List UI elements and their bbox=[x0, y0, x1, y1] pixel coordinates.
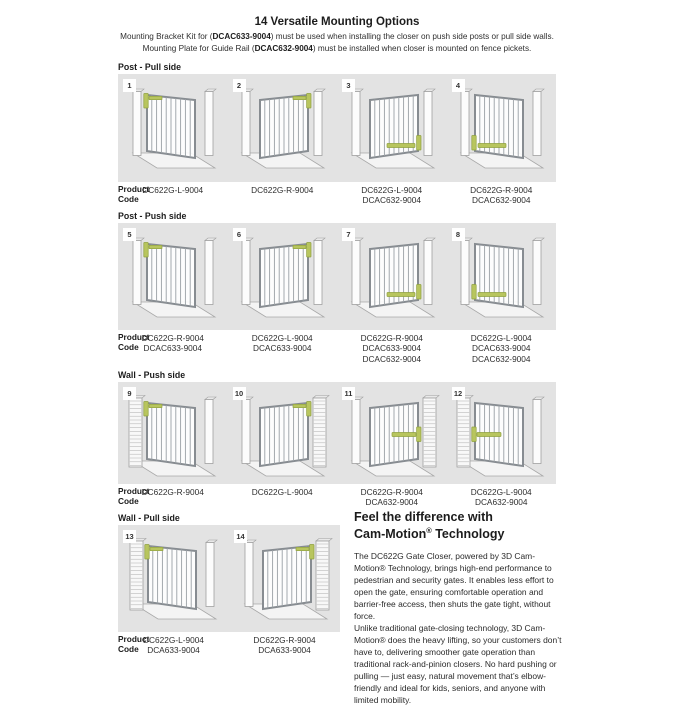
product-code-value: DC622G-L-9004 bbox=[251, 332, 313, 343]
product-code-value: DCA632-9004 bbox=[365, 497, 419, 508]
option-number-badge: 1 bbox=[123, 79, 136, 92]
gate-diagram bbox=[230, 228, 334, 324]
mounting-option-1 bbox=[118, 74, 228, 175]
gate-diagram bbox=[449, 79, 553, 175]
product-code-value: DC622G-R-9004 bbox=[253, 634, 316, 645]
mounting-option-2 bbox=[228, 74, 338, 175]
diagram-band bbox=[118, 74, 556, 182]
option-number-badge: 11 bbox=[342, 387, 355, 400]
subtitle-line-1: Mounting Bracket Kit for (DCAC633-9004) must be used when installing the closer on push side posts or pull side walls. bbox=[120, 32, 554, 41]
product-codes-row bbox=[118, 635, 340, 656]
section-wall-push-side bbox=[118, 370, 556, 508]
product-code bbox=[228, 333, 338, 365]
gate-diagram bbox=[121, 387, 225, 483]
gate-diagram bbox=[121, 79, 225, 175]
gate-diagram bbox=[233, 530, 337, 626]
product-code-value: DC622G-L-9004 bbox=[361, 184, 423, 195]
diagram-band bbox=[118, 223, 556, 330]
option-number-badge: 9 bbox=[123, 387, 136, 400]
cam-motion-feature bbox=[354, 510, 565, 706]
product-code bbox=[337, 487, 447, 508]
option-number-badge: 4 bbox=[452, 79, 465, 92]
mounting-option-10 bbox=[228, 382, 338, 483]
product-code-value: DC622G-R-9004 bbox=[360, 332, 423, 343]
option-number-badge: 14 bbox=[234, 530, 247, 543]
gate-diagram bbox=[449, 387, 553, 483]
option-number-badge: 5 bbox=[123, 228, 136, 241]
gate-diagram bbox=[230, 387, 334, 483]
mounting-option-12 bbox=[447, 382, 557, 483]
option-number-badge: 12 bbox=[452, 387, 465, 400]
mounting-option-7 bbox=[337, 223, 447, 324]
mounting-option-9 bbox=[118, 382, 228, 483]
product-code bbox=[228, 185, 338, 206]
product-code-value: DCA632-9004 bbox=[474, 497, 528, 508]
product-codes-row bbox=[118, 487, 556, 508]
section-label: Post - Pull side bbox=[118, 61, 182, 72]
option-number-badge: 6 bbox=[233, 228, 246, 241]
product-codes-row bbox=[118, 185, 556, 206]
section-post-pull-side bbox=[118, 62, 556, 206]
subtitle bbox=[118, 31, 556, 56]
section-post-push-side bbox=[118, 211, 556, 365]
mounting-option-8 bbox=[447, 223, 557, 324]
mounting-option-5 bbox=[118, 223, 228, 324]
product-code bbox=[337, 185, 447, 206]
section-label: Wall - Push side bbox=[118, 369, 186, 380]
product-code bbox=[337, 333, 447, 365]
product-code-value: DC622G-L-9004 bbox=[470, 486, 532, 497]
option-number-badge: 7 bbox=[342, 228, 355, 241]
feature-body bbox=[354, 550, 565, 706]
product-code-label: Product Code bbox=[118, 183, 150, 204]
product-code-label: Product Code bbox=[118, 633, 150, 654]
diagram-band bbox=[118, 382, 556, 484]
gate-diagram bbox=[340, 79, 444, 175]
product-code bbox=[447, 185, 557, 206]
diagram-band bbox=[118, 525, 340, 632]
gate-diagram bbox=[121, 228, 225, 324]
product-code-value: DC622G-R-9004 bbox=[470, 184, 533, 195]
product-code-label: Product Code bbox=[118, 331, 150, 352]
option-number-badge: 3 bbox=[342, 79, 355, 92]
product-code-value: DC622G-R-9004 bbox=[360, 486, 423, 497]
feature-paragraph-2: Unlike traditional gate-closing technology, 3D Cam-Motion® does the heavy lifting, so your customers don’t have to, delivering smoother gate operation than traditional rack-and-pinion closers. No hard pushing or pulling — just easy, natural movement that’s elbow-friendly and ideal for kids, seniors, and anyone with limited mobility. bbox=[354, 622, 562, 705]
option-number-badge: 13 bbox=[123, 530, 136, 543]
product-code bbox=[447, 333, 557, 365]
product-code-value: DCAC632-9004 bbox=[362, 354, 422, 365]
product-code-value: DC622G-L-9004 bbox=[142, 184, 204, 195]
gate-diagram bbox=[122, 530, 226, 626]
product-code-value: DC622G-R-9004 bbox=[141, 486, 204, 497]
mounting-option-13 bbox=[118, 525, 229, 626]
gate-diagram bbox=[340, 228, 444, 324]
gate-diagram bbox=[230, 79, 334, 175]
product-code-value: DCAC633-9004 bbox=[471, 343, 531, 354]
mounting-option-3 bbox=[337, 74, 447, 175]
option-number-badge: 10 bbox=[233, 387, 246, 400]
product-code bbox=[228, 487, 338, 508]
feature-paragraph-1: The DC622G Gate Closer, powered by 3D Cam-Motion® Technology, brings high-end performance to pedestrian and security gates. It enables less effort to open the gate, ensuring comfortable operation and barrier-free access, then shuts the gate tight, without force. bbox=[354, 550, 554, 621]
mounting-option-6 bbox=[228, 223, 338, 324]
product-code-value: DCAC633-9004 bbox=[252, 343, 312, 354]
product-code bbox=[229, 635, 340, 656]
product-code-value: DCAC632-9004 bbox=[471, 354, 531, 365]
mounting-option-4 bbox=[447, 74, 557, 175]
product-code-value: DC622G-L-9004 bbox=[470, 332, 532, 343]
mounting-option-11 bbox=[337, 382, 447, 483]
product-code-value: DCAC632-9004 bbox=[362, 195, 422, 206]
subtitle-line-2: Mounting Plate for Guide Rail (DCAC632-9004) must be installed when closer is mounted on fence pickets. bbox=[142, 44, 532, 54]
mounting-option-14 bbox=[229, 525, 340, 626]
option-number-badge: 2 bbox=[233, 79, 246, 92]
product-codes-row bbox=[118, 333, 556, 365]
product-code-value: DCAC632-9004 bbox=[471, 195, 531, 206]
option-number-badge: 8 bbox=[452, 228, 465, 241]
section-label: Wall - Pull side bbox=[118, 512, 180, 523]
gate-diagram bbox=[340, 387, 444, 483]
gate-diagram bbox=[449, 228, 553, 324]
product-code-value: DCA633-9004 bbox=[147, 645, 200, 656]
product-code-value: DCAC633-9004 bbox=[143, 343, 203, 354]
product-code-value: DCA633-9004 bbox=[258, 645, 311, 656]
feature-heading: Feel the difference with Cam-Motion® Technology bbox=[354, 510, 505, 542]
product-code-value: DC622G-L-9004 bbox=[143, 634, 204, 645]
product-code-value: DC622G-L-9004 bbox=[251, 486, 313, 497]
product-code-label: Product Code bbox=[118, 485, 150, 506]
page-title: 14 Versatile Mounting Options bbox=[254, 16, 420, 28]
product-code-value: DCAC633-9004 bbox=[362, 343, 422, 354]
product-code bbox=[447, 487, 557, 508]
product-code-value: DC622G-R-9004 bbox=[251, 184, 314, 195]
product-code-value: DC622G-R-9004 bbox=[141, 332, 204, 343]
section-label: Post - Push side bbox=[118, 210, 187, 221]
